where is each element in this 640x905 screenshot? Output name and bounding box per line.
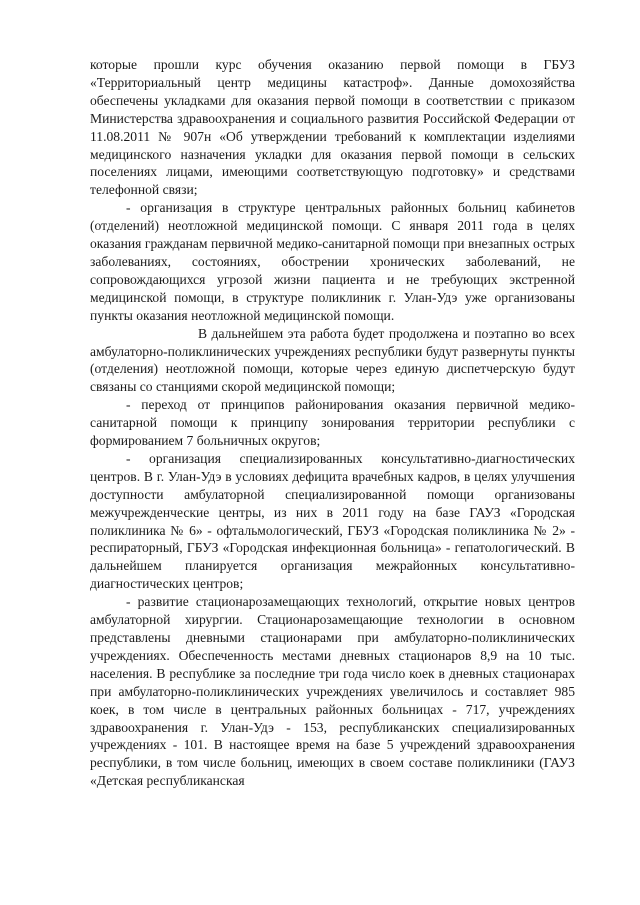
paragraph-first-aid-training: которые прошли курс обучения оказанию первой помощи в ГБУЗ «Территориальный центр медицины катастроф». Данные домохозяйства обеспечены укладками для оказания первой помощи в соответствии с приказом Министерства здравоохранения и социального развития Российской Федерации от 11.08.2011 № 907н «Об утверждении требований к комплектации изделиями медицинского назначения укладки для оказания первой помощи в сельских поселениях лицами, имеющими соответствующую подготовку» и средствами телефонной связи;: [90, 57, 575, 198]
document-body: [90, 56, 575, 790]
paragraph-day-hospitals: - развитие стационарозамещающих технологий, открытие новых центров амбулаторной хирургии. Стационарозамещающие технологии в основном представлены дневными стационарами при амбулаторно-поликлинических учреждениях. Обеспеченность местами дневных стационаров 8,9 на 10 тыс. населения. В республике за последние три года число коек в дневных стационарах при амбулаторно-поликлинических учреждениях увеличилось и составляет 985 коек, в том числе в центральных районных больницах - 717, учреждениях здравоохранения г. Улан-Удэ - 153, республиканских специализированных учреждениях - 101. В настоящее время на базе 5 учреждений здравоохранения республики, в том числе больниц, имеющих в своем составе поликлиники (ГАУЗ «Детская республиканская: [90, 594, 575, 789]
paragraph-urgent-care-units: - организация в структуре центральных районных больниц кабинетов (отделений) неотложной медицинской помощи. С января 2011 года в целях оказания гражданам первичной медико-санитарной помощи при внезапных острых заболеваниях, состояниях, обострении хронических заболеваний, не сопровождающихся угрозой жизни пациента и не требующих экстренной медицинской помощи, в структуре поликлиник г. Улан-Удэ уже организованы пункты оказания неотложной медицинской помощи.: [90, 200, 575, 323]
paragraph-diagnostic-centers: - организация специализированных консультативно-диагностических центров. В г. Улан-Удэ в условиях дефицита врачебных кадров, в целях улучшения доступности амбулаторной специализированной помощи организованы межучрежденческие центры, из них в 2011 году на базе ГАУЗ «Городская поликлиника № 6» - офтальмологический, ГБУЗ «Городская поликлиника № 2» - респираторный, ГБУЗ «Городская инфекционная больница» - гепатологический. В дальнейшем планируется организация межрайонных консультативно-диагностических центров;: [90, 450, 575, 592]
paragraph-hospital-districts: - переход от принципов районирования оказания первичной медико-санитарной помощи к принципу зонирования территории республики с формированием 7 больничных округов;: [90, 397, 575, 449]
paragraph-future-expansion: В дальнейшем эта работа будет продолжена и поэтапно во всех амбулаторно-поликлинических учреждениях республики будут развернуты пункты (отделения) неотложной помощи, которые через единую диспетчерскую будут связаны со станциями скорой медицинской помощи;: [90, 325, 575, 395]
